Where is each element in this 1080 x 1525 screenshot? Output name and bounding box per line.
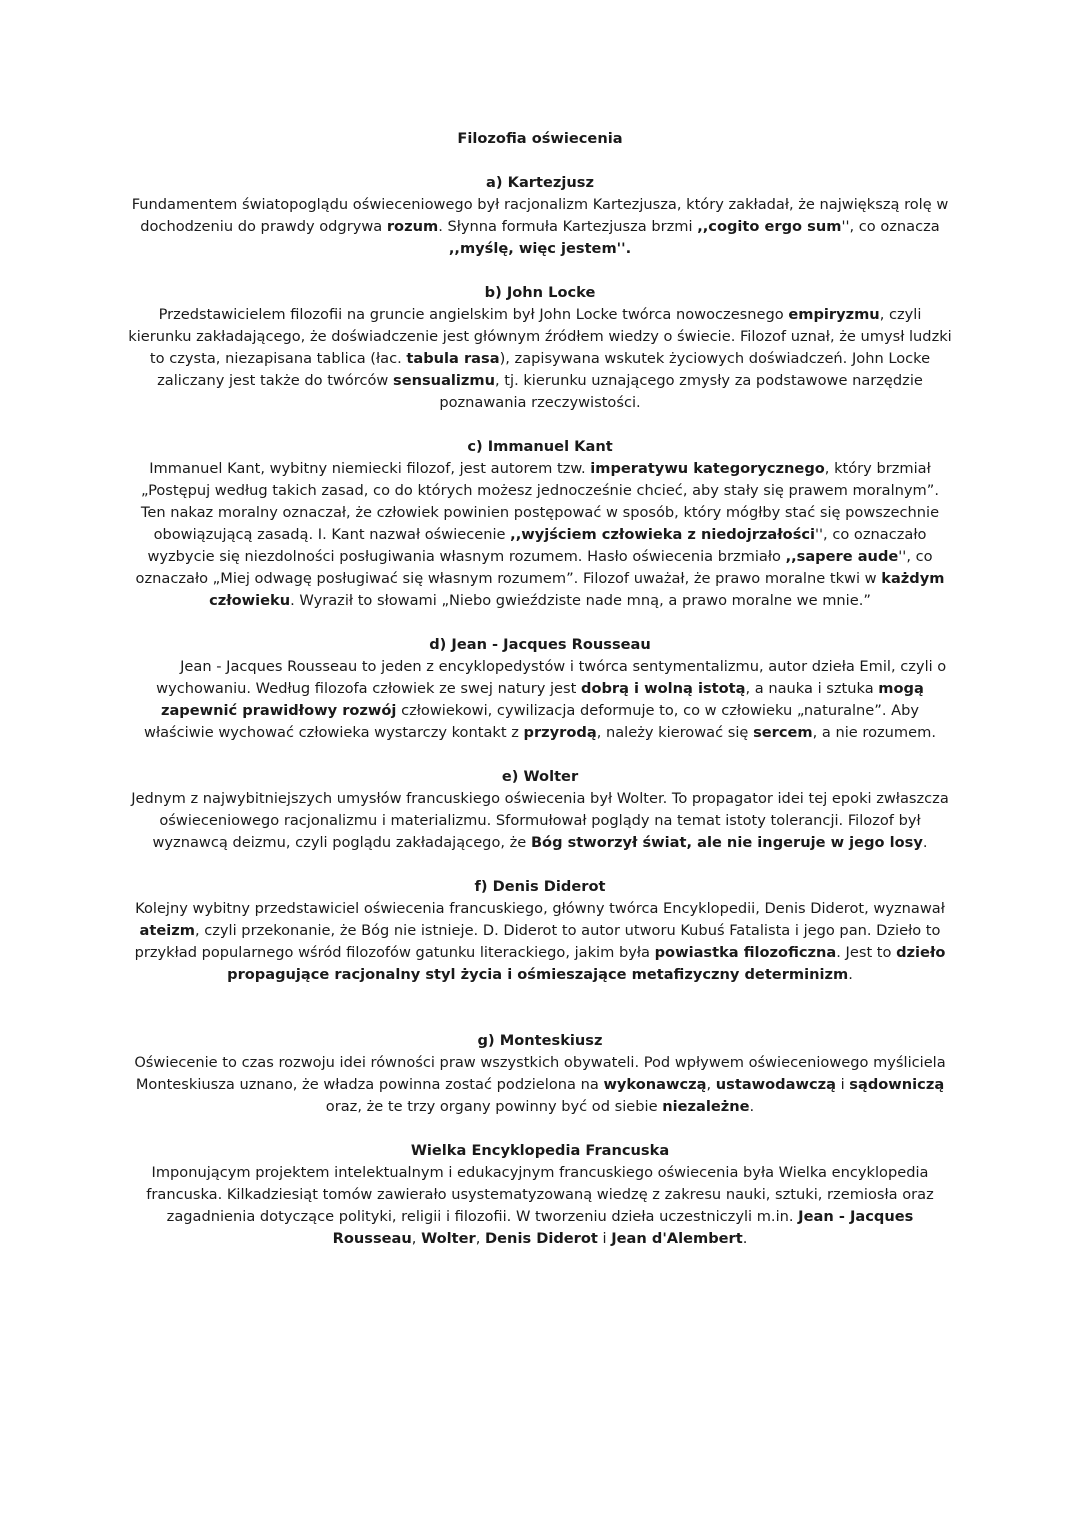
bold-text: niezależne [662,1098,750,1115]
section-heading: Wielka Encyklopedia Francuska [410,1142,670,1159]
body-text: . [848,966,853,983]
section-heading: g) Monteskiusz [477,1032,603,1049]
bold-text: dzieło propagujące racjonalny styl życia i ośmieszające metafizyczny determinizm [227,944,946,983]
section-heading: f) Denis Diderot [474,878,606,895]
document-page [128,128,952,1272]
bold-text: sercem [753,724,813,741]
bold-text: ,,cogito ergo sum [697,218,842,235]
bold-text: ateizm [139,922,195,939]
bold-text: ,,sapere aude [785,548,899,565]
section-heading: d) Jean - Jacques Rousseau [429,636,651,653]
body-text: Immanuel Kant, wybitny niemiecki filozof, jest autorem tzw. [149,460,591,477]
section-monteskiusz [128,1030,952,1118]
section-body [128,656,952,744]
bold-text: mogą zapewnić prawidłowy rozwój [160,680,929,719]
bold-text: Jean - Jacques Rousseau [332,1208,914,1247]
bold-text: ,,myślę, więc jestem''. [448,240,632,257]
section-body [128,458,952,612]
section-heading: a) Kartezjusz [486,174,594,191]
body-text: . [742,1230,748,1247]
section-body [128,194,952,260]
body-text: '', co oznaczało wyzbycie się niezdolności posługiwania własnym rozumem. Hasło oświecenia brzmiało [147,526,927,565]
body-text: i [835,1076,850,1093]
section-body [128,788,952,854]
body-text: Jean - Jacques Rousseau to jeden z encyklopedystów i twórca sentymentalizmu, autor dzieła Emil, czyli o wychowaniu. Według filozofa człowiek ze swej natury jest [133,658,951,697]
body-text: Przedstawicielem filozofii na gruncie angielskim był John Locke twórca nowoczesnego [158,306,789,323]
section-heading: e) Wolter [501,768,579,785]
body-text: Kolejny wybitny przedstawiciel oświecenia francuskiego, główny twórca Encyklopedii, Denis Diderot, wyznawał [135,900,945,917]
section-encyklopedia [128,1140,952,1250]
bold-text: wykonawczą [603,1076,707,1093]
bold-text: empiryzmu [788,306,880,323]
body-text: Jednym z najwybitniejszych umysłów francuskiego oświecenia był Wolter. To propagator idei tej epoki zwłaszcza oświeceniowego racjonalizmu i materializmu. Sformułował poglądy na temat istoty tolerancji. Filozof był wyznawcą deizmu, czyli poglądu zakładającego, że [131,790,949,851]
bold-text: Wolter [421,1230,476,1247]
body-text: człowiekowi, cywilizacja deformuje to, co w człowieku „naturalne”. Aby właściwie wychować człowieka wystarczy kontakt z [144,702,924,741]
body-text: '', co oznacza [841,218,940,235]
bold-text: powiastka filozoficzna [654,944,837,961]
body-text: oraz, że te trzy organy powinny być od siebie [325,1098,663,1115]
bold-text: przyrodą [523,724,597,741]
section-heading: c) Immanuel Kant [467,438,613,455]
body-text: . Wyraził to słowami „Niebo gwieździste nade mną, a prawo moralne we mnie.” [290,592,871,609]
section-body [128,1162,952,1250]
bold-text: ,,wyjściem człowieka z niedojrzałości [510,526,816,543]
body-text: ), zapisywana wskutek życiowych doświadczeń. John Locke zaliczany jest także do twórców [157,350,931,389]
bold-text: imperatywu kategorycznego [590,460,825,477]
body-text: Fundamentem światopoglądu oświeceniowego był racjonalizm Kartezjusza, który zakładał, że największą rolę w dochodzeniu do prawdy odgrywa [131,196,949,235]
bold-text: ustawodawczą [715,1076,836,1093]
section-diderot [128,876,952,986]
section-body [128,1052,952,1118]
section-heading: b) John Locke [484,284,596,301]
section-immanuel-kant [128,436,952,612]
section-kartezjusz [128,172,952,260]
section-wolter [128,766,952,854]
body-text: , tj. kierunku uznającego zmysły za podstawowe narzędzie poznawania rzeczywistości. [439,372,923,411]
bold-text: każdym człowieku [209,570,945,609]
bold-text: Denis Diderot [485,1230,598,1247]
body-text: , czyli przekonanie, że Bóg nie istnieje. D. Diderot to autor utworu Kubuś Fatalista i jego pan. Dzieło to przykład popularnego wśród filozofów gatunku literackiego, jakim była [134,922,941,961]
body-text: Imponującym projektem intelektualnym i edukacyjnym francuskiego oświecenia była Wielka encyklopedia francuska. Kilkadziesiąt tomów zawierało usystematyzowaną wiedzę z zakresu nauki, sztuki, rzemiosła oraz zagadnienia dotyczące polityki, religii i filozofii. W tworzeniu dzieła uczestniczyli m.in. [146,1164,934,1225]
body-text: , należy kierować się [596,724,754,741]
section-body [128,304,952,414]
section-body [128,898,952,986]
bold-text: Bóg stworzył świat, ale nie ingeruje w jego losy [530,834,923,851]
body-text: , a nauka i sztuka [745,680,879,697]
bold-text: sądowniczą [849,1076,945,1093]
section-rousseau [128,634,952,744]
body-text: , a nie rozumem. [812,724,936,741]
body-text: , czyli kierunku zakładającego, że doświadczenie jest głównym źródłem wiedzy o świecie. Filozof uznał, że umysł ludzki to czysta, niezapisana tablica (łac. [128,306,952,367]
body-text: , [475,1230,486,1247]
bold-text: Jean d'Alembert [611,1230,743,1247]
body-text: . Jest to [836,944,897,961]
document-title: Filozofia oświecenia [457,130,623,147]
body-text: , który brzmiał „Postępuj według takich zasad, co do których możesz jednocześnie chcieć, aby stały się prawem moralnym”. Ten nakaz moralny oznaczał, że człowiek powinien postępować w sposób, który mógłby stać się powszechnie obowiązującą zasadą. I. Kant nazwał oświecenie [140,460,940,543]
bold-text: tabula rasa [406,350,500,367]
body-text: , [706,1076,716,1093]
body-text: Oświecenie to czas rozwoju idei równości praw wszystkich obywateli. Pod wpływem oświeceniowego myśliciela Monteskiusza uznano, że władza powinna zostać podzielona na [134,1054,946,1093]
bold-text: dobrą i wolną istotą [581,680,746,697]
bold-text: sensualizmu [393,372,496,389]
body-text: '', co oznaczało „Miej odwagę posługiwać się własnym rozumem”. Filozof uważał, że prawo moralne tkwi w [135,548,933,587]
body-text: . [922,834,928,851]
bold-text: rozum [386,218,439,235]
section-john-locke [128,282,952,414]
body-text: . [749,1098,755,1115]
body-text: i [597,1230,612,1247]
body-text: . Słynna formuła Kartezjusza brzmi [438,218,698,235]
body-text: , [411,1230,422,1247]
